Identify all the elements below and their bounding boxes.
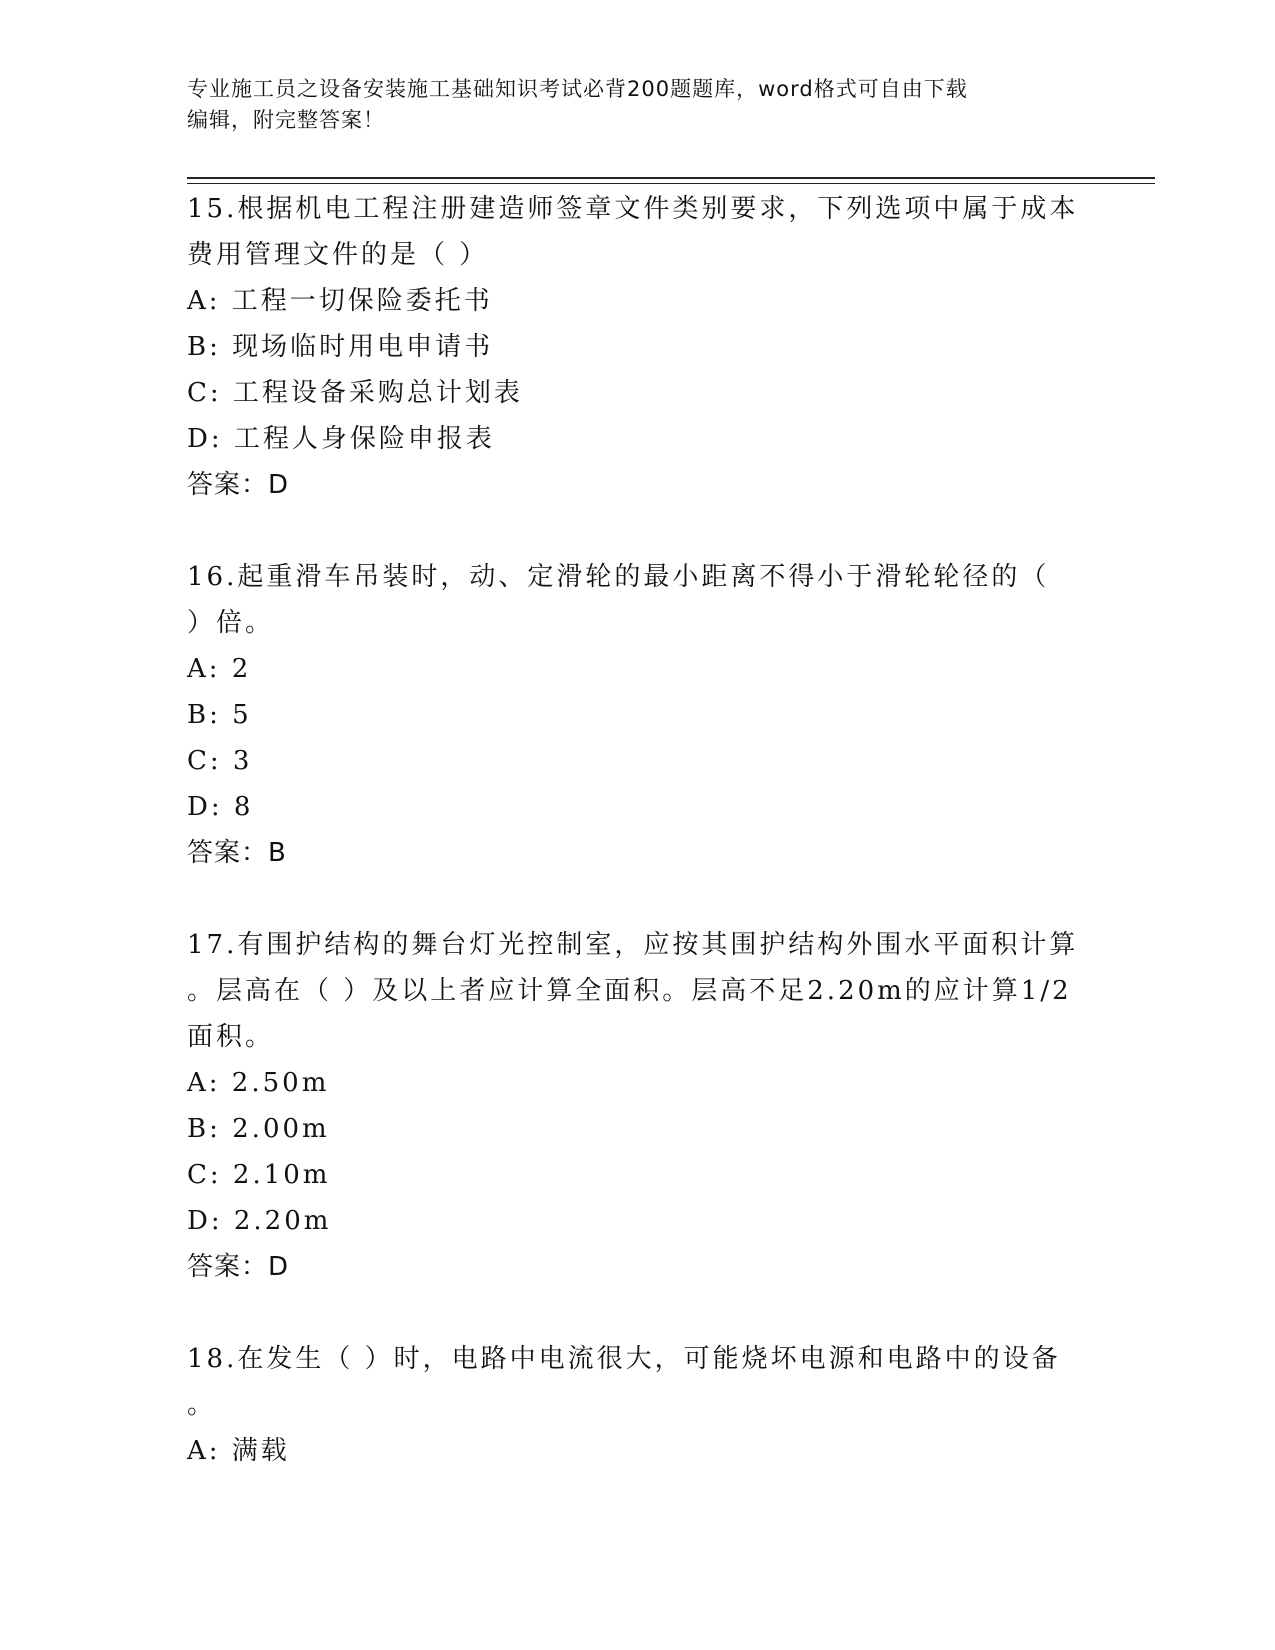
question-text-line: 15.根据机电工程注册建造师签章文件类别要求，下列选项中属于成本 [187,194,1079,224]
option-a: A: 2.50m [187,1068,330,1098]
question-18 [187,1336,1087,1474]
question-text-line: 18.在发生（ ）时，电路中电流很大，可能烧坏电源和电路中的设备 [187,1344,1061,1374]
question-16 [187,554,1087,876]
question-text-line: 。 [187,1390,217,1420]
question-text-line: 。层高在（ ）及以上者应计算全面积。层高不足2.20m的应计算1/2 [187,976,1072,1006]
header-line-2: 编辑，附完整答案！ [187,108,385,132]
option-d: D: 2.20m [187,1206,332,1236]
option-a: A: 2 [187,654,252,684]
question-text-line: 费用管理文件的是（ ） [187,240,489,270]
header-divider-thin [187,183,1155,184]
option-b: B: 现场临时用电申请书 [187,332,494,362]
question-text-line: 16.起重滑车吊装时，动、定滑轮的最小距离不得小于滑轮轮径的（ [187,562,1050,592]
option-c: C: 2.10m [187,1160,331,1190]
question-text-line: ）倍。 [187,608,275,638]
document-header [187,74,1087,136]
option-c: C: 3 [187,746,253,776]
answer: 答案：D [187,1252,290,1282]
header-line-1: 专业施工员之设备安装施工基础知识考试必背200题题库，word格式可自由下载 [187,77,968,101]
question-text-line: 面积。 [187,1022,275,1052]
option-c: C: 工程设备采购总计划表 [187,378,523,408]
question-text-line: 17.有围护结构的舞台灯光控制室，应按其围护结构外围水平面积计算 [187,930,1079,960]
option-b: B: 2.00m [187,1114,330,1144]
answer: 答案：B [187,838,287,868]
option-d: D: 8 [187,792,254,822]
option-a: A: 满载 [187,1436,290,1466]
option-d: D: 工程人身保险申报表 [187,424,495,454]
option-a: A: 工程一切保险委托书 [187,286,493,316]
question-17 [187,922,1087,1290]
option-b: B: 5 [187,700,252,730]
header-divider [187,177,1155,179]
answer: 答案：D [187,470,290,500]
question-15 [187,186,1087,508]
